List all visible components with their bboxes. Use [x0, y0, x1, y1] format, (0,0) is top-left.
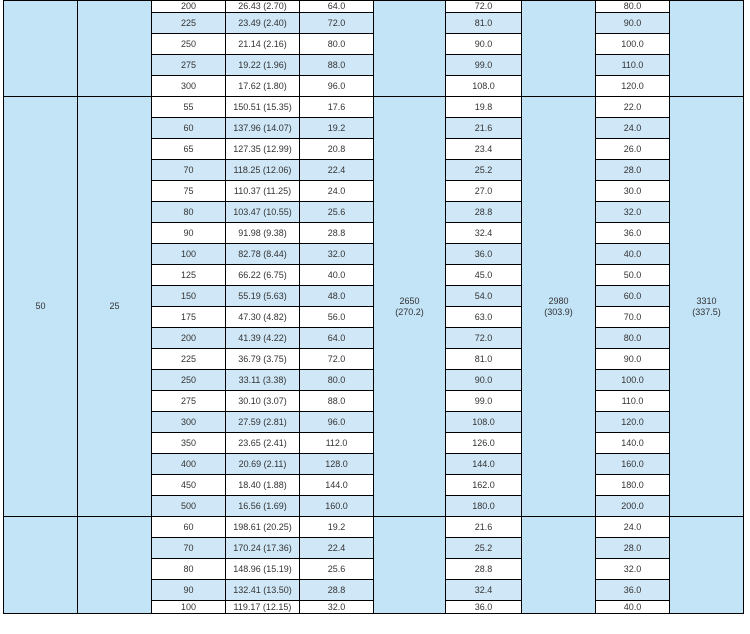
span-cell: 150 — [152, 286, 226, 307]
load-b-cell: 72.0 — [446, 328, 522, 349]
span-cell: 225 — [152, 349, 226, 370]
total-c-cell — [670, 517, 744, 614]
total-a-cell — [374, 97, 446, 517]
load-a-cell: 17.6 — [300, 97, 374, 118]
stress-cell: 55.19 (5.63) — [226, 286, 300, 307]
load-a-cell: 96.0 — [300, 76, 374, 97]
total-a-cell-sub: (270.2) — [395, 306, 424, 317]
load-c-cell: 32.0 — [596, 559, 670, 580]
load-a-cell: 19.2 — [300, 118, 374, 139]
load-b-cell: 90.0 — [446, 34, 522, 55]
stress-cell: 33.11 (3.38) — [226, 370, 300, 391]
total-a-cell-value: 2650 — [399, 295, 420, 306]
stress-cell: 20.69 (2.11) — [226, 454, 300, 475]
load-a-cell: 19.2 — [300, 517, 374, 538]
load-a-cell: 25.6 — [300, 202, 374, 223]
stress-cell: 198.61 (20.25) — [226, 517, 300, 538]
total-a-cell — [374, 517, 446, 614]
span-cell: 200 — [152, 328, 226, 349]
load-b-cell: 36.0 — [446, 601, 522, 614]
load-b-cell: 81.0 — [446, 13, 522, 34]
span-cell: 300 — [152, 76, 226, 97]
load-a-cell: 80.0 — [300, 370, 374, 391]
load-c-cell: 90.0 — [596, 349, 670, 370]
thickness-cell — [78, 1, 152, 97]
load-c-cell: 80.0 — [596, 1, 670, 13]
load-a-cell: 48.0 — [300, 286, 374, 307]
stress-cell: 132.41 (13.50) — [226, 580, 300, 601]
load-a-cell: 40.0 — [300, 265, 374, 286]
load-a-cell: 88.0 — [300, 55, 374, 76]
stress-cell: 150.51 (15.35) — [226, 97, 300, 118]
span-cell: 60 — [152, 517, 226, 538]
load-a-cell: 20.8 — [300, 139, 374, 160]
load-a-cell: 112.0 — [300, 433, 374, 454]
load-b-cell: 23.4 — [446, 139, 522, 160]
load-a-cell: 28.8 — [300, 580, 374, 601]
load-c-cell: 24.0 — [596, 517, 670, 538]
span-cell: 250 — [152, 370, 226, 391]
load-b-cell: 180.0 — [446, 496, 522, 517]
span-cell: 225 — [152, 13, 226, 34]
thickness-cell — [78, 97, 152, 517]
load-c-cell: 40.0 — [596, 601, 670, 614]
load-c-cell: 100.0 — [596, 34, 670, 55]
load-b-cell: 108.0 — [446, 412, 522, 433]
total-b-cell-sub: (303.9) — [544, 306, 573, 317]
load-c-cell: 32.0 — [596, 202, 670, 223]
load-c-cell: 50.0 — [596, 265, 670, 286]
load-c-cell: 40.0 — [596, 244, 670, 265]
stress-cell: 21.14 (2.16) — [226, 34, 300, 55]
load-a-cell: 128.0 — [300, 454, 374, 475]
load-c-cell: 160.0 — [596, 454, 670, 475]
load-a-cell: 32.0 — [300, 244, 374, 265]
load-b-cell: 72.0 — [446, 1, 522, 13]
load-c-cell: 120.0 — [596, 412, 670, 433]
load-b-cell: 108.0 — [446, 76, 522, 97]
load-b-cell: 32.4 — [446, 580, 522, 601]
stress-cell: 82.78 (8.44) — [226, 244, 300, 265]
load-b-cell: 28.8 — [446, 559, 522, 580]
span-cell: 450 — [152, 475, 226, 496]
span-cell: 500 — [152, 496, 226, 517]
load-c-cell: 60.0 — [596, 286, 670, 307]
total-b-cell-value: 2980 — [548, 295, 569, 306]
span-cell: 125 — [152, 265, 226, 286]
load-b-cell: 25.2 — [446, 160, 522, 181]
load-b-cell: 21.6 — [446, 517, 522, 538]
load-b-cell: 81.0 — [446, 349, 522, 370]
load-c-cell: 110.0 — [596, 391, 670, 412]
stress-cell: 18.40 (1.88) — [226, 475, 300, 496]
total-c-cell-sub: (337.5) — [692, 306, 721, 317]
stress-cell: 110.37 (11.25) — [226, 181, 300, 202]
span-cell: 55 — [152, 97, 226, 118]
span-cell: 70 — [152, 538, 226, 559]
stress-cell: 91.98 (9.38) — [226, 223, 300, 244]
total-c-cell-value: 3310 — [696, 295, 717, 306]
total-b-cell — [522, 1, 596, 97]
stress-cell: 36.79 (3.75) — [226, 349, 300, 370]
load-b-cell: 32.4 — [446, 223, 522, 244]
load-b-cell: 27.0 — [446, 181, 522, 202]
load-b-cell: 144.0 — [446, 454, 522, 475]
load-c-cell: 26.0 — [596, 139, 670, 160]
stress-cell: 16.56 (1.69) — [226, 496, 300, 517]
stress-cell: 118.25 (12.06) — [226, 160, 300, 181]
load-a-cell: 22.4 — [300, 538, 374, 559]
load-c-cell: 30.0 — [596, 181, 670, 202]
load-b-cell: 28.8 — [446, 202, 522, 223]
load-a-cell: 96.0 — [300, 412, 374, 433]
load-b-cell: 21.6 — [446, 118, 522, 139]
diameter-cell — [4, 97, 78, 517]
load-c-cell: 24.0 — [596, 118, 670, 139]
stress-cell: 127.35 (12.99) — [226, 139, 300, 160]
thickness-cell — [78, 517, 152, 614]
stress-cell: 19.22 (1.96) — [226, 55, 300, 76]
spec-table — [3, 0, 744, 614]
span-cell: 275 — [152, 55, 226, 76]
stress-cell: 41.39 (4.22) — [226, 328, 300, 349]
span-cell: 300 — [152, 412, 226, 433]
load-a-cell: 72.0 — [300, 13, 374, 34]
span-cell: 90 — [152, 580, 226, 601]
load-b-cell: 25.2 — [446, 538, 522, 559]
span-cell: 275 — [152, 391, 226, 412]
load-b-cell: 99.0 — [446, 391, 522, 412]
stress-cell: 26.43 (2.70) — [226, 1, 300, 13]
load-b-cell: 63.0 — [446, 307, 522, 328]
stress-cell: 17.62 (1.80) — [226, 76, 300, 97]
span-cell: 100 — [152, 244, 226, 265]
load-a-cell: 28.8 — [300, 223, 374, 244]
span-cell: 200 — [152, 1, 226, 13]
span-cell: 80 — [152, 202, 226, 223]
load-c-cell: 28.0 — [596, 538, 670, 559]
load-b-cell: 19.8 — [446, 97, 522, 118]
load-c-cell: 36.0 — [596, 223, 670, 244]
total-c-cell — [670, 1, 744, 97]
load-a-cell: 160.0 — [300, 496, 374, 517]
load-c-cell: 200.0 — [596, 496, 670, 517]
span-cell: 80 — [152, 559, 226, 580]
stress-cell: 47.30 (4.82) — [226, 307, 300, 328]
load-b-cell: 45.0 — [446, 265, 522, 286]
load-b-cell: 36.0 — [446, 244, 522, 265]
load-c-cell: 180.0 — [596, 475, 670, 496]
span-cell: 60 — [152, 118, 226, 139]
load-c-cell: 90.0 — [596, 13, 670, 34]
load-a-cell: 72.0 — [300, 349, 374, 370]
span-cell: 175 — [152, 307, 226, 328]
stress-cell: 66.22 (6.75) — [226, 265, 300, 286]
load-a-cell: 25.6 — [300, 559, 374, 580]
load-b-cell: 90.0 — [446, 370, 522, 391]
load-a-cell: 88.0 — [300, 391, 374, 412]
table-row — [4, 517, 744, 538]
load-a-cell: 32.0 — [300, 601, 374, 614]
load-a-cell: 64.0 — [300, 1, 374, 13]
diameter-cell — [4, 517, 78, 614]
stress-cell: 103.47 (10.55) — [226, 202, 300, 223]
span-cell: 75 — [152, 181, 226, 202]
span-cell: 250 — [152, 34, 226, 55]
span-cell: 400 — [152, 454, 226, 475]
thickness-cell-value: 25 — [109, 301, 120, 311]
stress-cell: 170.24 (17.36) — [226, 538, 300, 559]
total-c-cell — [670, 97, 744, 517]
load-b-cell: 126.0 — [446, 433, 522, 454]
load-c-cell: 36.0 — [596, 580, 670, 601]
load-c-cell: 28.0 — [596, 160, 670, 181]
stress-cell: 137.96 (14.07) — [226, 118, 300, 139]
table-row — [4, 1, 744, 13]
total-b-cell — [522, 97, 596, 517]
span-cell: 350 — [152, 433, 226, 454]
load-c-cell: 120.0 — [596, 76, 670, 97]
load-b-cell: 54.0 — [446, 286, 522, 307]
load-a-cell: 144.0 — [300, 475, 374, 496]
load-a-cell: 64.0 — [300, 328, 374, 349]
total-b-cell — [522, 517, 596, 614]
table-row — [4, 97, 744, 118]
load-c-cell: 140.0 — [596, 433, 670, 454]
load-c-cell: 110.0 — [596, 55, 670, 76]
stress-cell: 23.49 (2.40) — [226, 13, 300, 34]
diameter-cell-value: 50 — [35, 301, 46, 311]
load-c-cell: 100.0 — [596, 370, 670, 391]
load-a-cell: 22.4 — [300, 160, 374, 181]
total-a-cell — [374, 1, 446, 97]
load-b-cell: 99.0 — [446, 55, 522, 76]
span-cell: 70 — [152, 160, 226, 181]
table-body — [4, 1, 744, 614]
span-cell: 90 — [152, 223, 226, 244]
load-b-cell: 162.0 — [446, 475, 522, 496]
load-c-cell: 70.0 — [596, 307, 670, 328]
diameter-cell — [4, 1, 78, 97]
load-c-cell: 22.0 — [596, 97, 670, 118]
span-cell: 65 — [152, 139, 226, 160]
stress-cell: 148.96 (15.19) — [226, 559, 300, 580]
load-c-cell: 80.0 — [596, 328, 670, 349]
stress-cell: 119.17 (12.15) — [226, 601, 300, 614]
stress-cell: 23.65 (2.41) — [226, 433, 300, 454]
load-a-cell: 80.0 — [300, 34, 374, 55]
data-table-container — [3, 0, 744, 614]
span-cell: 100 — [152, 601, 226, 614]
stress-cell: 30.10 (3.07) — [226, 391, 300, 412]
load-a-cell: 24.0 — [300, 181, 374, 202]
load-a-cell: 56.0 — [300, 307, 374, 328]
stress-cell: 27.59 (2.81) — [226, 412, 300, 433]
